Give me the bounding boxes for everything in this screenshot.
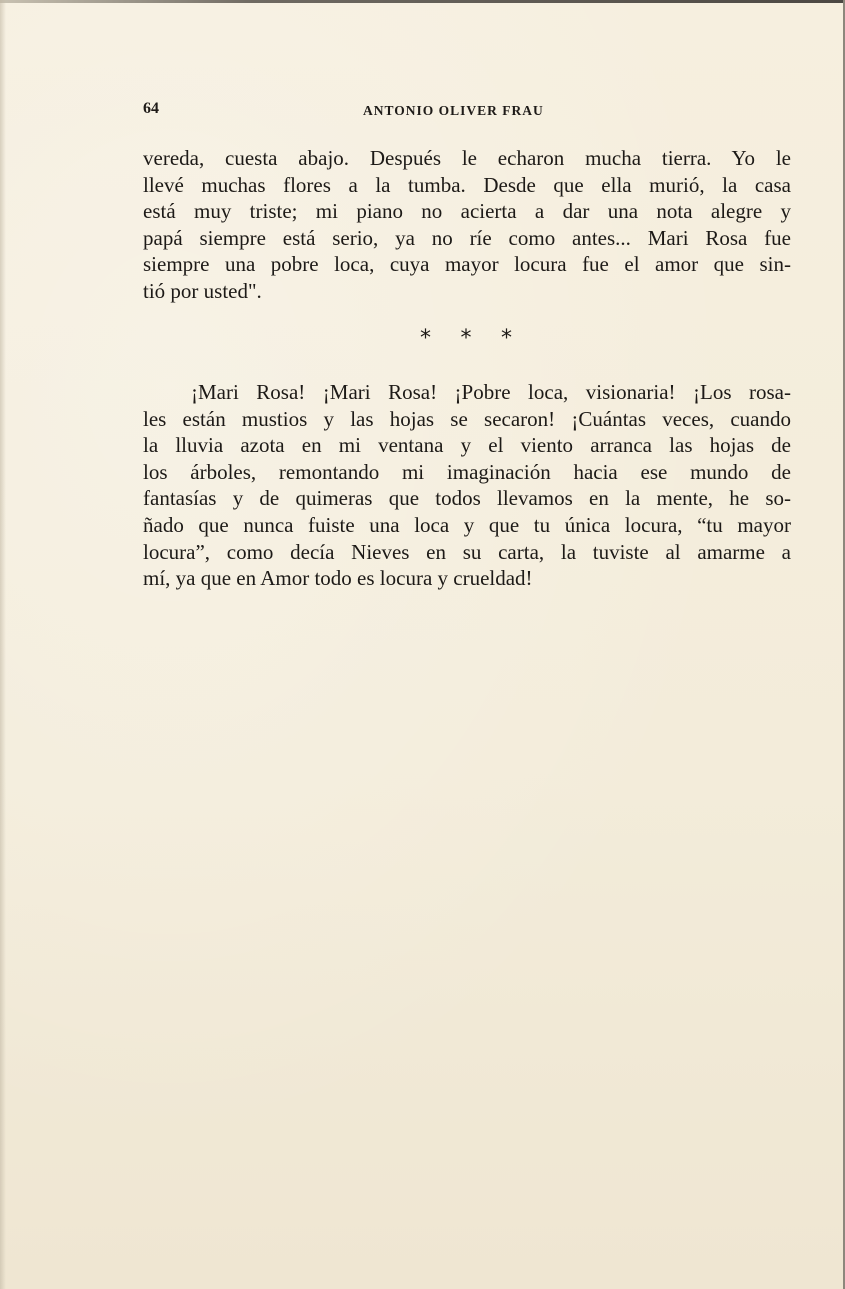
- text-line: les están mustios y las hojas se secaron! ¡Cuántas veces, cuando: [143, 406, 791, 431]
- text-line: mí, ya que en Amor todo es locura y crueldad!: [143, 566, 533, 591]
- text-line: fantasías y de quimeras que todos llevamos en la mente, he so-: [143, 486, 791, 511]
- text-line: llevé muchas flores a la tumba. Desde que ella murió, la casa: [143, 172, 791, 197]
- asterisk: *: [501, 326, 512, 351]
- text-line: vereda, cuesta abajo. Después le echaron mucha tierra. Yo le: [143, 146, 791, 170]
- text-line: siempre una pobre loca, cuya mayor locura fue el amor que sin-: [143, 252, 791, 277]
- section-separator: [420, 326, 512, 351]
- paragraph-1: [143, 145, 791, 305]
- page-number: 64: [143, 100, 159, 117]
- text-line: está muy triste; mi piano no acierta a dar una nota alegre y: [143, 199, 791, 224]
- page-left-shadow: [0, 0, 6, 1289]
- text-line: papá siempre está serio, ya no ríe como antes... Mari Rosa fue: [143, 225, 791, 250]
- paragraph-2: [143, 379, 791, 592]
- asterisk: *: [460, 326, 472, 351]
- text-line: ¡Mari Rosa! ¡Mari Rosa! ¡Pobre loca, visionaria! ¡Los rosa-: [191, 380, 791, 404]
- page-top-edge: [0, 0, 845, 3]
- text-line: tió por usted".: [143, 278, 262, 303]
- running-head: ANTONIO OLIVER FRAU: [363, 103, 544, 118]
- text-line: ñado que nunca fuiste una loca y que tu única locura, “tu mayor: [143, 512, 791, 537]
- text-line: la lluvia azota en mi ventana y el viento arranca las hojas de: [143, 433, 791, 458]
- asterisk: *: [420, 326, 431, 351]
- page-header: [143, 98, 791, 124]
- text-line: locura”, como decía Nieves en su carta, la tuviste al amarme a: [143, 539, 791, 564]
- text-line: los árboles, remontando mi imaginación hacia ese mundo de: [143, 459, 791, 484]
